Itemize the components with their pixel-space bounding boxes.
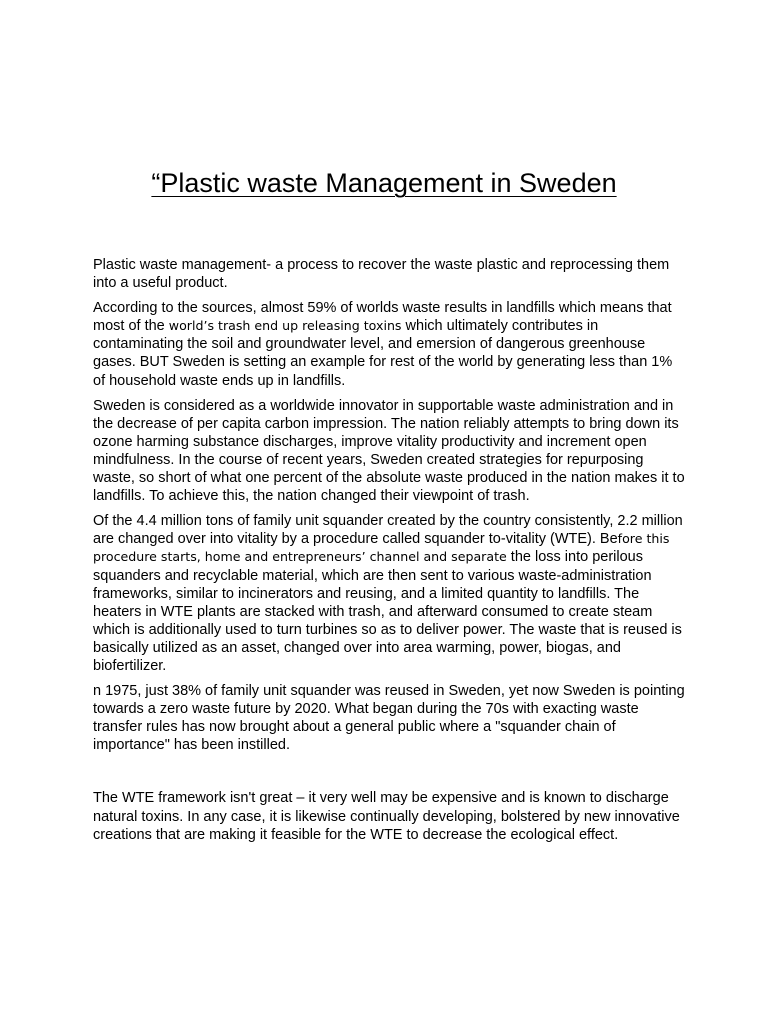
paragraph-wte-process-part1: Of the 4.4 million tons of family unit squander created by the country consistently, 2.2 million are changed over into vitality by a procedure called squander to-vitality (WTE). Be bbox=[93, 513, 683, 548]
paragraph-landfill-statistics-part1: According to the sources, almost 59% of worlds waste results in landfills which means that most of the bbox=[93, 300, 672, 335]
page-title-text: “Plastic waste Management in Sweden bbox=[151, 168, 617, 198]
paragraph-definition: Plastic waste management- a process to recover the waste plastic and reprocessing them into a useful product. bbox=[93, 257, 670, 292]
paragraph-spacer bbox=[93, 761, 685, 789]
paragraph-wte-process bbox=[93, 512, 685, 675]
paragraph-wte-process-part3: the loss into perilous squanders and recyclable material, which are then sent to various waste-administration frameworks, similar to incinerators and reusing, and a limited quantity to landfills. The heaters in WTE plants are stacked with trash, and afterward consumed to create steam which is additionally used to turn turbines so as to deliver power. The waste that is reused is basically utilized as an asset, changed over into area warming, power, biogas, and biofertilizer. bbox=[93, 549, 682, 674]
paragraph-recycling-history: n 1975, just 38% of family unit squander was reused in Sweden, yet now Sweden is pointing towards a zero waste future by 2020. What began during the 70s with exacting waste transfer rules has now brought about a general public where a "squander chain of importance" has been instilled. bbox=[93, 683, 685, 754]
document-body bbox=[93, 256, 685, 851]
paragraph-wte-process-part2: fore this procedure starts, home and entrepreneurs’ channel and separate bbox=[93, 531, 670, 565]
paragraph-sweden-innovator: Sweden is considered as a worldwide innovator in supportable waste administration and in the decrease of per capita carbon impression. The nation reliably attempts to bring down its ozone harming substance discharges, improve vitality productivity and increment open mindfulness. In the course of recent years, Sweden created strategies for repurposing waste, so short of what one percent of the absolute waste produced in the nation makes it to landfills. To achieve this, the nation changed their viewpoint of trash. bbox=[93, 397, 685, 505]
paragraph-landfill-statistics bbox=[93, 299, 685, 389]
paragraph-landfill-statistics-part3: which ultimately contributes in contaminating the soil and groundwater level, and emersion of dangerous greenhouse gases. BUT Sweden is setting an example for rest of the world by generating less than 1% of household waste ends up in landfills. bbox=[93, 318, 673, 389]
paragraph-landfill-statistics-part2: world’s trash end up releasing toxins bbox=[168, 318, 402, 334]
page-title bbox=[0, 166, 768, 200]
paragraph-wte-framework: The WTE framework isn't great – it very well may be expensive and is known to discharge natural toxins. In any case, it is likewise continually developing, bolstered by new innovative creations that are making it feasible for the WTE to decrease the ecological effect. bbox=[93, 790, 680, 843]
